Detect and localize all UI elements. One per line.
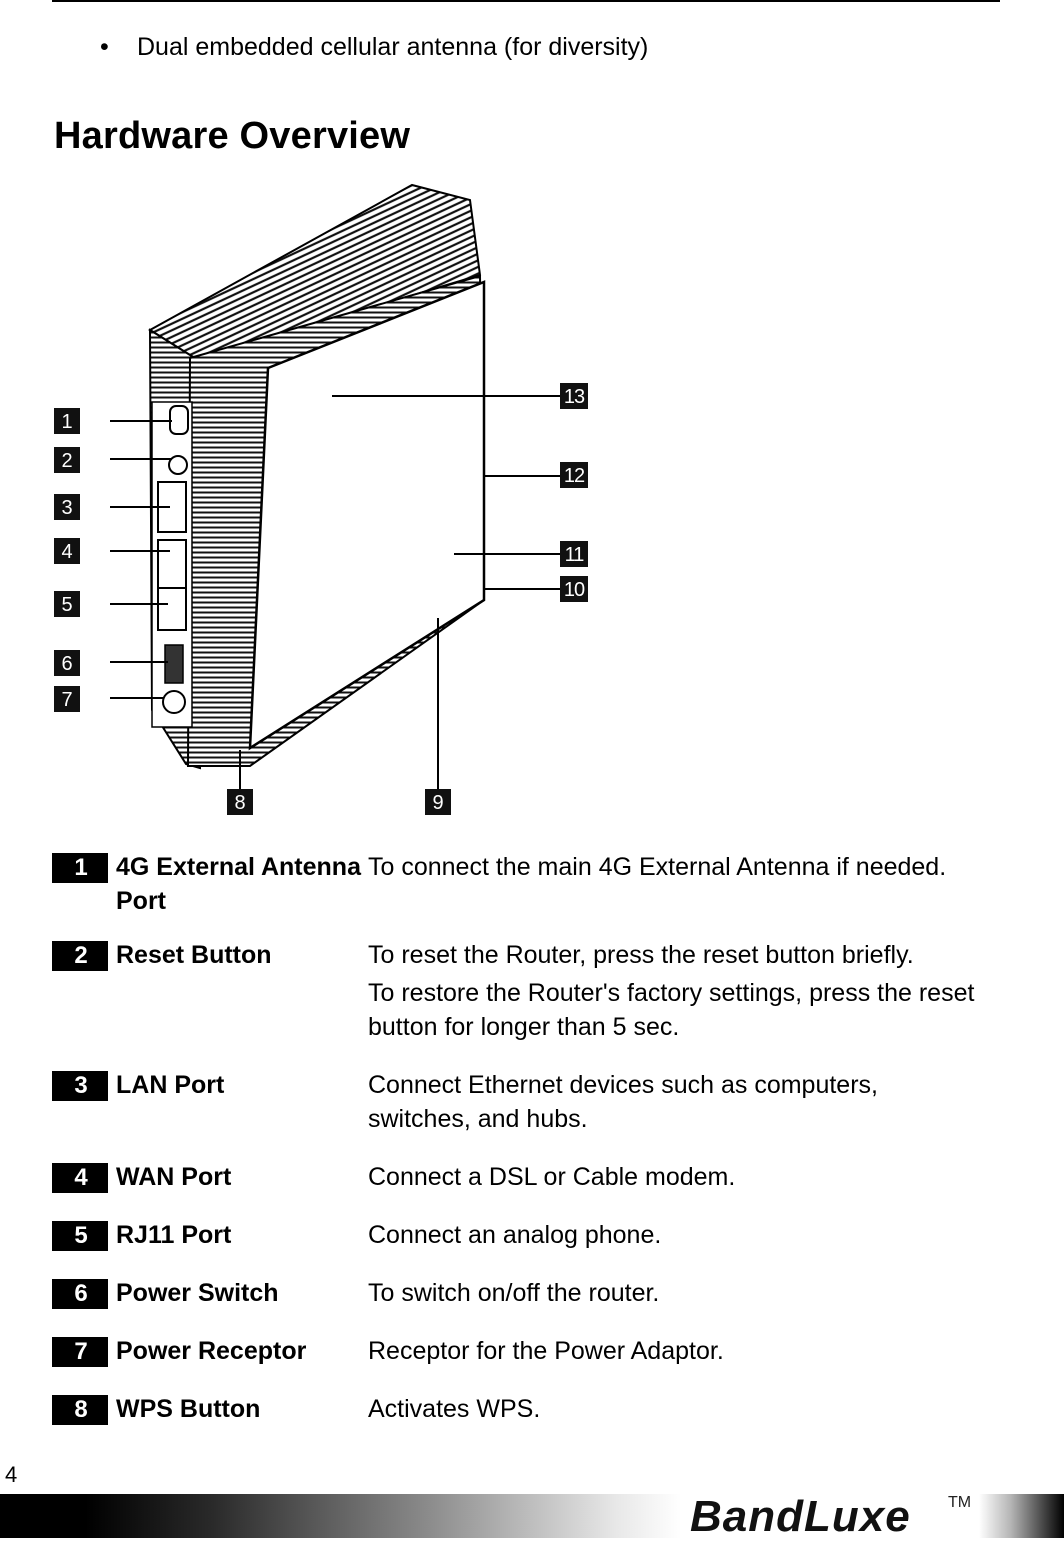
item-row: [52, 1276, 1000, 1314]
item-desc-text: To reset the Router, press the reset button briefly.: [368, 941, 914, 969]
item-label: Power Switch: [116, 1279, 279, 1307]
callout-13: [560, 383, 588, 409]
svg-text:3: 3: [61, 497, 73, 519]
item-desc-text: Connect a DSL or Cable modem.: [368, 1163, 736, 1191]
router-diagram: [40, 170, 600, 820]
svg-text:8: 8: [234, 792, 246, 814]
item-row: [52, 1334, 1000, 1372]
svg-text:12: 12: [563, 465, 585, 487]
item-number-badge: 4: [52, 1163, 108, 1193]
item-number-badge: 3: [52, 1071, 108, 1101]
page-title: Hardware Overview: [54, 115, 411, 157]
item-desc-text: Connect an analog phone.: [368, 1221, 662, 1249]
callout-4: [54, 538, 80, 564]
item-row: [52, 1068, 1000, 1140]
item-desc-text: Receptor for the Power Adaptor.: [368, 1337, 724, 1365]
item-number-badge: 5: [52, 1221, 108, 1251]
bullet-text: Dual embedded cellular antenna (for diversity): [137, 33, 649, 61]
svg-text:11: 11: [564, 544, 584, 566]
item-row: [52, 1392, 1000, 1430]
callout-11: [560, 541, 588, 567]
bullet-dot: •: [100, 33, 109, 61]
svg-text:4: 4: [61, 541, 73, 563]
item-number-badge: 6: [52, 1279, 108, 1309]
item-label: Reset Button: [116, 941, 272, 969]
hardware-item-list: [52, 850, 1000, 1450]
svg-text:10: 10: [563, 579, 585, 601]
svg-text:13: 13: [563, 386, 585, 408]
callout-5: [54, 591, 80, 617]
svg-text:2: 2: [61, 450, 73, 472]
svg-text:1: 1: [61, 411, 73, 433]
item-description: [368, 1334, 1000, 1372]
item-description: [368, 1068, 1000, 1140]
item-number-badge: 2: [52, 941, 108, 971]
callout-8: [227, 789, 253, 815]
item-row: [52, 938, 1000, 1048]
item-description: [368, 850, 1000, 918]
item-label: 4G External Antenna Port: [116, 853, 361, 915]
item-label: RJ11 Port: [116, 1221, 232, 1249]
item-label: LAN Port: [116, 1071, 225, 1099]
brand-logo: BandLuxe: [690, 1492, 911, 1541]
callout-1: [54, 408, 80, 434]
callout-7: [54, 686, 80, 712]
callout-3: [54, 494, 80, 520]
router-device: [150, 185, 484, 768]
item-desc-text: To connect the main 4G External Antenna if needed.: [368, 853, 947, 881]
item-number-badge: 8: [52, 1395, 108, 1425]
item-desc-text: To restore the Router's factory settings, press the reset button for longer than 5 sec.: [368, 979, 975, 1041]
callout-6: [54, 650, 80, 676]
item-number-badge: 1: [52, 853, 108, 883]
item-desc-text: Activates WPS.: [368, 1395, 541, 1423]
item-description: [368, 1160, 1000, 1198]
item-label: WPS Button: [116, 1395, 261, 1423]
callout-2: [54, 447, 80, 473]
item-row: [52, 850, 1000, 918]
item-number-badge: 7: [52, 1337, 108, 1367]
top-rule: [52, 0, 1000, 2]
item-label: Power Receptor: [116, 1337, 307, 1365]
item-row: [52, 1218, 1000, 1256]
item-label: WAN Port: [116, 1163, 232, 1191]
item-description: [368, 938, 1000, 1048]
svg-text:9: 9: [432, 792, 444, 814]
svg-text:7: 7: [61, 689, 73, 711]
item-desc-text: To switch on/off the router.: [368, 1279, 660, 1307]
item-row: [52, 1160, 1000, 1198]
callout-10: [560, 576, 588, 602]
item-description: [368, 1218, 1000, 1256]
trademark-mark: TM: [948, 1494, 972, 1511]
item-description: [368, 1392, 1000, 1430]
item-desc-text: Connect Ethernet devices such as computers, switches, and hubs.: [368, 1071, 878, 1133]
callout-12: [560, 462, 588, 488]
item-description: [368, 1276, 1000, 1314]
callout-9: [425, 789, 451, 815]
svg-text:5: 5: [61, 594, 73, 616]
svg-text:6: 6: [61, 653, 73, 675]
page-number: 4: [5, 1462, 18, 1487]
